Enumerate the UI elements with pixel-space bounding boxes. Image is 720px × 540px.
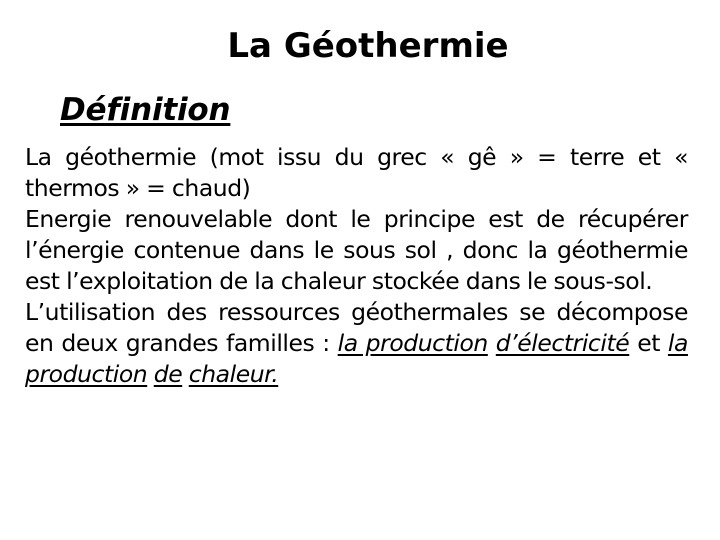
slide-title: La Géothermie <box>227 26 509 66</box>
term-electricite: d’électricité <box>495 329 630 357</box>
term-chaleur: chaleur. <box>188 360 279 388</box>
paragraph-definition: Energie renouvelable dont le principe est de récupérer l’énergie contenue dans le sous sol , donc la géothermie est l’exploitation de la chaleur stockée dans le sous-sol. <box>25 205 688 295</box>
paragraph-etymology: La géothermie (mot issu du grec « gê » = terre et « thermos » = chaud) <box>25 143 688 202</box>
term-production: la production <box>337 329 488 357</box>
paragraph-uses <box>25 297 688 390</box>
term-de: de <box>153 360 183 388</box>
paragraph-uses-intro: L’utilisation des ressources géothermales se décompose en deux grandes familles : <box>25 298 688 357</box>
term-production-2: production <box>25 360 148 388</box>
term-la: la <box>667 329 688 357</box>
conjunction-et: et <box>637 329 660 357</box>
section-heading: Définition <box>60 92 231 128</box>
body-text <box>25 142 688 390</box>
